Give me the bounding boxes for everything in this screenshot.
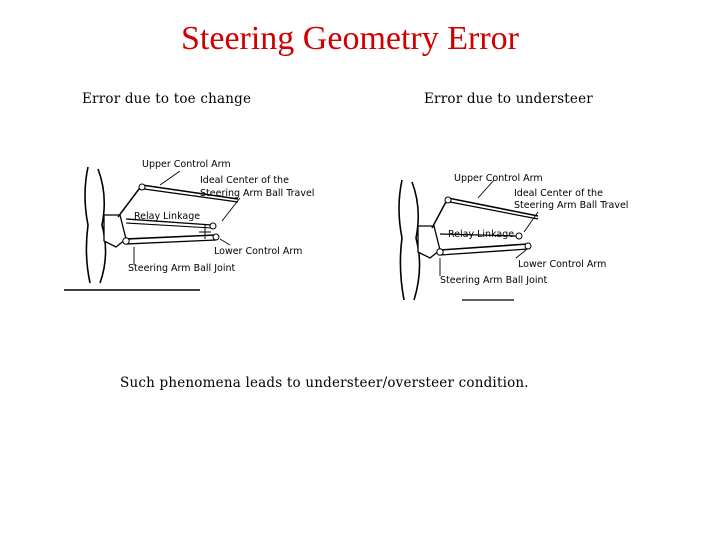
- label-ideal-center-2: Steering Arm Ball Travel: [514, 200, 629, 211]
- label-upper-control-arm: Upper Control Arm: [142, 159, 231, 170]
- lower-control-arm-2: [126, 240, 216, 244]
- lower-pivot: [213, 234, 219, 240]
- suspension-diagram-left: [60, 155, 315, 295]
- lower-ball-joint: [123, 238, 129, 244]
- label-upper-control-arm: Upper Control Arm: [454, 173, 543, 184]
- wheel-outline: [399, 180, 404, 300]
- relay-ball: [210, 223, 216, 229]
- caption-understeer: Error due to understeer: [424, 91, 593, 107]
- label-relay-linkage: Relay Linkage: [134, 211, 201, 222]
- label-ideal-center-1: Ideal Center of the: [200, 175, 289, 186]
- label-lower-control-arm: Lower Control Arm: [214, 246, 303, 257]
- label-ideal-center-2: Steering Arm Ball Travel: [200, 188, 315, 199]
- label-relay-linkage: Relay Linkage: [448, 229, 515, 240]
- diagram-toe-change: [60, 155, 315, 295]
- label-ideal-center-1: Ideal Center of the: [514, 188, 603, 199]
- lower-ball-joint: [437, 249, 443, 255]
- caption-toe-change: Error due to toe change: [82, 91, 252, 107]
- wheel-outline: [85, 167, 90, 283]
- suspension-diagram-right: [388, 168, 633, 308]
- diagram-understeer: [388, 168, 633, 308]
- label-lower-control-arm: Lower Control Arm: [518, 259, 607, 270]
- lower-pivot: [525, 243, 531, 249]
- summary-note: Such phenomena leads to understeer/oversteer condition.: [120, 375, 529, 391]
- upper-ball-joint: [445, 197, 451, 203]
- label-ball-joint: Steering Arm Ball Joint: [440, 275, 548, 286]
- label-ball-joint: Steering Arm Ball Joint: [128, 263, 236, 274]
- lower-control-arm: [126, 235, 216, 239]
- lower-control-arm: [440, 244, 528, 250]
- upper-ball-joint: [139, 184, 145, 190]
- slide-title: Steering Geometry Error: [181, 20, 519, 57]
- relay-ball: [516, 233, 522, 239]
